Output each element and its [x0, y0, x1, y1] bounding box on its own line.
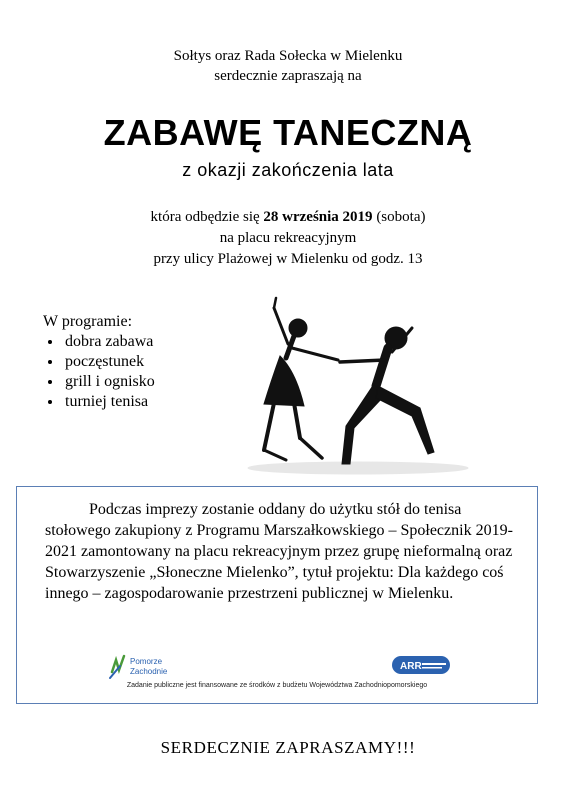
- event-details: [0, 207, 576, 270]
- program-heading: W programie:: [43, 313, 133, 330]
- details-suffix: (sobota): [372, 209, 426, 225]
- program-item: • dobra zabawa: [63, 332, 155, 352]
- project-info-box: [16, 486, 538, 704]
- details-line-2: na placu rekreacyjnym: [219, 230, 357, 246]
- zachodnie-line: Zachodnie: [130, 667, 168, 676]
- arr-logo-stripe: [422, 667, 442, 669]
- funding-note: Zadanie publiczne jest finansowane ze środków z budżetu Województwa Zachodniopomorskiego: [126, 682, 428, 689]
- event-subtitle: z okazji zakończenia lata: [182, 160, 394, 180]
- dancing-couple-illustration: [208, 268, 478, 478]
- pomorze-zachodnie-logo: [106, 652, 206, 680]
- closing-invitation: SERDECZNIE ZAPRASZAMY!!!: [160, 738, 416, 757]
- program-list: [43, 312, 155, 412]
- invitation-header: [0, 46, 576, 86]
- event-title: ZABAWĘ TANECZNĄ: [103, 112, 473, 153]
- header-line-2: serdecznie zapraszają na: [214, 68, 362, 84]
- arr-logo: [392, 654, 452, 676]
- project-info-text: Podczas imprezy zostanie oddany do użytku stół do tenisa stołowego zakupiony z Programu Marszałkowskiego – Społecznik 2019-2021 zamontowany na placu rekreacyjnym przez grupę nieformalną oraz Stowarzyszenie „Słoneczne Mielenko”, tytuł projektu: Dla każdego coś innego – zagospodarowanie przestrzeni publicznej w Mielenku.: [45, 501, 513, 602]
- female-dancer: [264, 298, 338, 460]
- details-line-3: przy ulicy Plażowej w Mielenku od godz. 13: [153, 251, 423, 267]
- pomorze-zachodnie-icon: [110, 656, 124, 678]
- arr-logo-text: ARR: [400, 661, 422, 672]
- pomorze-line: Pomorze: [130, 657, 163, 666]
- header-line-1: Sołtys oraz Rada Sołecka w Mielenku: [173, 48, 403, 64]
- details-prefix: która odbędzie się: [150, 209, 264, 225]
- event-date: 28 września 2019: [263, 209, 373, 225]
- details-line-1: [0, 207, 576, 228]
- program-item: • turniej tenisa: [63, 392, 155, 412]
- dancing-couple-shadow: [248, 462, 468, 474]
- male-dancer: [340, 327, 434, 464]
- program-item: • grill i ognisko: [63, 372, 155, 392]
- arr-logo-stripe: [422, 663, 446, 665]
- program-item: • poczęstunek: [63, 352, 155, 372]
